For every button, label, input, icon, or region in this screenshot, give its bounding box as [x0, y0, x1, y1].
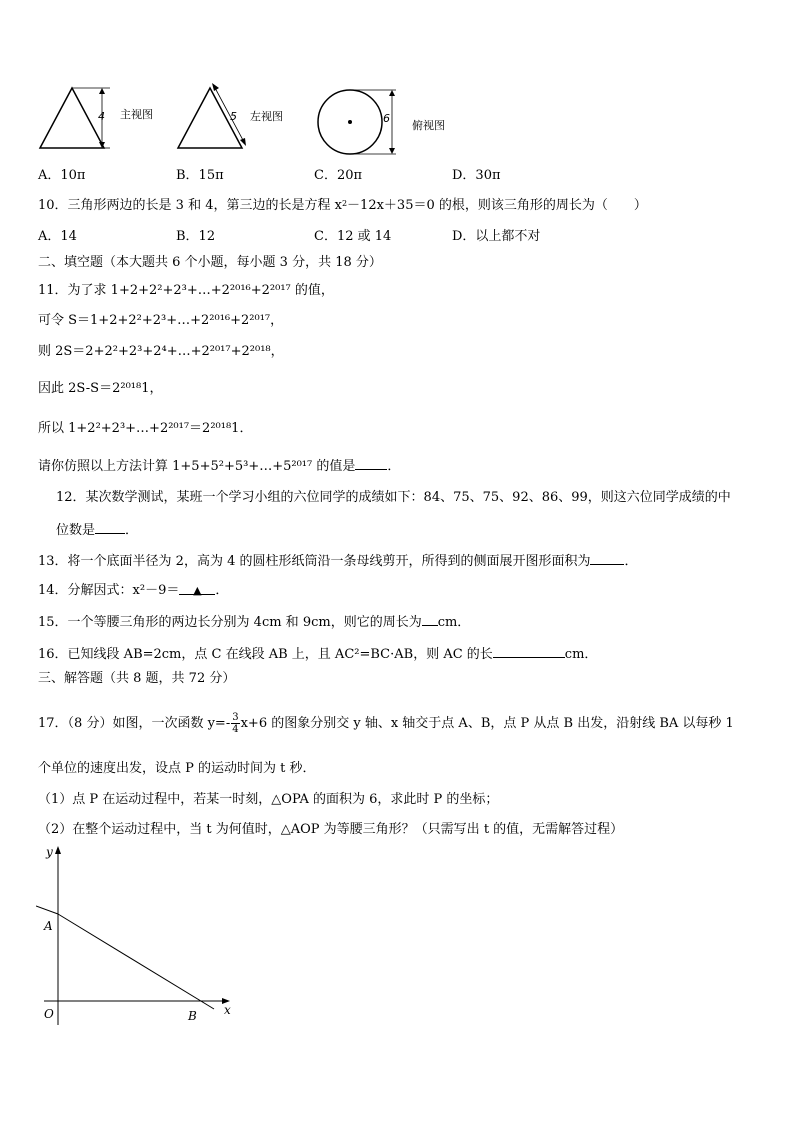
top-dim-label: 6: [383, 112, 390, 125]
option-d: D．以上都不对: [452, 229, 541, 244]
q11-line-5: 所以 1+2²+2³+…+2²⁰¹⁷＝2²⁰¹⁸1．: [38, 421, 253, 436]
option-c: C．12 或 14: [314, 229, 392, 244]
front-dim-label: 4: [98, 110, 105, 123]
q11-line-4: 因此 2S-S＝2²⁰¹⁸1，: [38, 381, 163, 396]
side-slant-arrow: [214, 86, 244, 142]
q17-part-2: （2）在整个运动过程中，当 t 为何值时，△AOP 为等腰三角形？（只需写出 t 的值，无需解答过程）: [38, 822, 624, 837]
front-view-label: 主视图: [120, 108, 153, 121]
q12-line-1: 12．某次数学测试，某班一个学习小组的六位同学的成绩如下：84、75、75、92、86、99，则这六位同学成绩的中: [56, 490, 731, 505]
y-axis-label: y: [46, 845, 53, 859]
option-b: B．15π: [176, 168, 224, 183]
point-b-label: B: [188, 1009, 197, 1023]
option-d: D．30π: [452, 168, 501, 183]
section-3-heading: 三、解答题（共 8 题，共 72 分）: [38, 671, 236, 686]
q12-line-2: 位数是 ．: [56, 523, 139, 538]
fraction: $\frac{3}{4}$: [232, 712, 239, 735]
option-c: C．20π: [314, 168, 363, 183]
side-dim-label: 5: [230, 110, 237, 123]
question-14: 14．分解因式：x²－9＝ ▲ ．: [38, 583, 229, 598]
q11-line-6: 请你仿照以上方法计算 1+5+5²+5³+…+5²⁰¹⁷ 的值是 ．: [38, 459, 401, 474]
top-view-label: 俯视图: [412, 119, 445, 132]
question-15: 15．一个等腰三角形的两边长分别为 4cm 和 9cm，则它的周长为 cm．: [38, 615, 471, 630]
answer-marker: ▲: [179, 582, 215, 595]
q11-line-1: 11．为了求 1+2+2²+2³+…+2²⁰¹⁶+2²⁰¹⁷ 的值，: [38, 283, 334, 298]
question-16: 16．已知线段 AB=2cm，点 C 在线段 AB 上，且 AC²=BC·AB，则 AC 的长 cm．: [38, 647, 598, 662]
option-a: A．10π: [38, 168, 86, 183]
front-view-triangle: [40, 88, 104, 148]
q17-line-1: 17．（8 分）如图，一次函数 y=- $\frac{3}{4}$ x+6 的图象分别交 y 轴、x 轴交于点 A、B，点 P 从点 B 出发，沿射线 BA 以每秒 1: [38, 712, 734, 735]
option-b: B．12: [176, 229, 216, 244]
option-a: A．14: [38, 229, 77, 244]
section-2-heading: 二、填空题（本大题共 6 个小题，每小题 3 分，共 18 分）: [38, 255, 382, 270]
point-a-label: A: [44, 919, 53, 933]
q11-line-2: 可令 S＝1+2+2²+2³+…+2²⁰¹⁶+2²⁰¹⁷，: [38, 313, 284, 328]
q17-part-1: （1）点 P 在运动过程中，若某一时刻，△OPA 的面积为 6，求此时 P 的坐标；: [38, 792, 499, 807]
x-axis-label: x: [224, 1003, 231, 1017]
question-13: 13．将一个底面半径为 2，高为 4 的圆柱形纸筒沿一条母线剪开，所得到的侧面展开图形面积为 ．: [38, 554, 638, 569]
coordinate-graph: [36, 840, 246, 1030]
question-10: 10．三角形两边的长是 3 和 4，第三边的长是方程 $x^2-12x+35=0$ 的根，则该三角形的周长为（ ）: [38, 198, 647, 213]
origin-label: O: [44, 1007, 54, 1021]
line-ab: [58, 914, 214, 1009]
side-view-label: 左视图: [250, 110, 283, 123]
q11-line-3: 则 2S＝2+2²+2³+2⁴+…+2²⁰¹⁷+2²⁰¹⁸，: [38, 344, 284, 359]
q17-line-2: 个单位的速度出发，设点 P 的运动时间为 t 秒．: [38, 761, 316, 776]
